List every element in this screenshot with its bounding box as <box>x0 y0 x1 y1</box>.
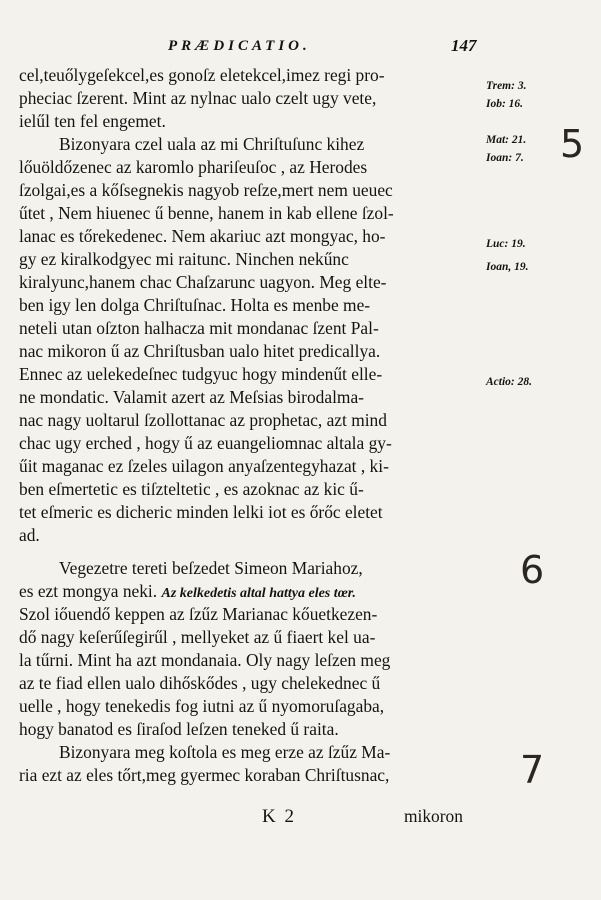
margin-reference: Mat: 21. <box>486 134 527 146</box>
margin-reference: Trem: 3. <box>486 80 527 92</box>
main-text-block <box>19 64 489 787</box>
text-line: Szol iőuendő keppen az ſzűz Marianac kőuetkezen- <box>19 604 378 624</box>
page-number: 147 <box>451 36 477 55</box>
text-line: gy ez kiralkodgyec mi raitunc. Ninchen nekűnc <box>19 249 349 269</box>
text-line <box>19 580 489 603</box>
text-segment: es ezt mongya neki. <box>19 581 158 601</box>
margin-reference: Ioan, 19. <box>486 261 529 273</box>
scripture-quote: Az kelkedetis altal hattya eles tœr. <box>161 586 356 601</box>
margin-reference: Luc: 19. <box>486 238 526 250</box>
text-line: lőuöldőzenec az karomlo phariſeuſoc , az Herodes <box>19 157 368 177</box>
handwritten-numeral: 6 <box>520 548 545 592</box>
handwritten-numeral: 5 <box>560 122 585 166</box>
text-line: hogy banatod es ſiraſod leſzen teneked ű raita. <box>19 719 339 739</box>
catchword: mikoron <box>404 806 463 826</box>
text-line: az te fiad ellen ualo dihőskődes , ugy chelekednec ű <box>19 673 381 693</box>
text-line: ad. <box>19 525 40 545</box>
margin-reference: Iob: 16. <box>486 98 524 110</box>
text-line: uelle , hogy tenekedis fog iutni az ű nyomoruſagaba, <box>19 696 385 716</box>
running-title: PRÆDICATIO. <box>168 38 311 54</box>
text-line: nac nagy uoltarul ſzollottanac az prophetac, azt mind <box>19 410 387 430</box>
text-line: nac mikoron ű az Chriſtusban ualo hitet predicallya. <box>19 341 381 361</box>
margin-reference: Ioan: 7. <box>486 152 524 164</box>
text-line: lanac es tőrekedenec. Nem akariuc azt mongyac, ho- <box>19 226 386 246</box>
text-line: dő nagy keſerűſegirűl , mellyeket az ű fiaert kel ua- <box>19 627 376 647</box>
text-line: pheciac ſzerent. Mint az nylnac ualo czelt ugy vete, <box>19 88 377 108</box>
text-line: ben igy len dolga Chriſtuſnac. Holta es menbe me- <box>19 295 371 315</box>
text-line: ielűl ten fel engemet. <box>19 111 166 131</box>
text-line: ben eſmertetic es tiſzteltetic , es azoknac az kic ű- <box>19 479 364 499</box>
text-line: la tűrni. Mint ha azt mondanaia. Oly nagy leſzen meg <box>19 650 391 670</box>
text-line: chac ugy erched , hogy ű az euangeliomnac altala gy- <box>19 433 392 453</box>
text-line: ſzolgai,es a kőſsegnekis nagyob reſze,mert nem ueuec <box>19 180 393 200</box>
handwritten-numeral: 7 <box>520 748 545 792</box>
text-line: Ennec az uelekedeſnec tudgyuc hogy mindenűt elle- <box>19 364 383 384</box>
text-line: cel,teuőlygeſekcel,es gonoſz eletekcel,imez regi pro- <box>19 65 385 85</box>
margin-reference: Actio: 28. <box>486 376 532 388</box>
text-line: Bizonyara meg koſtola es meg erze az ſzűz Ma- <box>59 742 391 762</box>
text-line: kiralyunc,hanem chac Chaſzarunc uagyon. Meg elte- <box>19 272 387 292</box>
text-line: űtet , Nem hiuenec ű benne, hanem in kab ellene ſzol- <box>19 203 394 223</box>
text-line: tet eſmeric es dicheric minden lelki iot es őrőc eletet <box>19 502 383 522</box>
text-line: Vegezetre tereti beſzedet Simeon Mariahoz, <box>59 558 363 578</box>
signature-mark: K 2 <box>262 806 296 827</box>
text-line: Bizonyara czel uala az mi Chriſtuſunc kihez <box>59 134 365 154</box>
text-line: neteli utan oſzton halhacza mit mondanac ſzent Pal- <box>19 318 379 338</box>
text-line: ria ezt az eles tőrt,meg gyermec koraban Chriſtusnac, <box>19 765 390 785</box>
text-line: ne mondatic. Valamit azert az Meſsias birodalma- <box>19 387 364 407</box>
text-line: űit maganac ez ſzeles uilagon anyaſzentegyhazat , ki- <box>19 456 389 476</box>
